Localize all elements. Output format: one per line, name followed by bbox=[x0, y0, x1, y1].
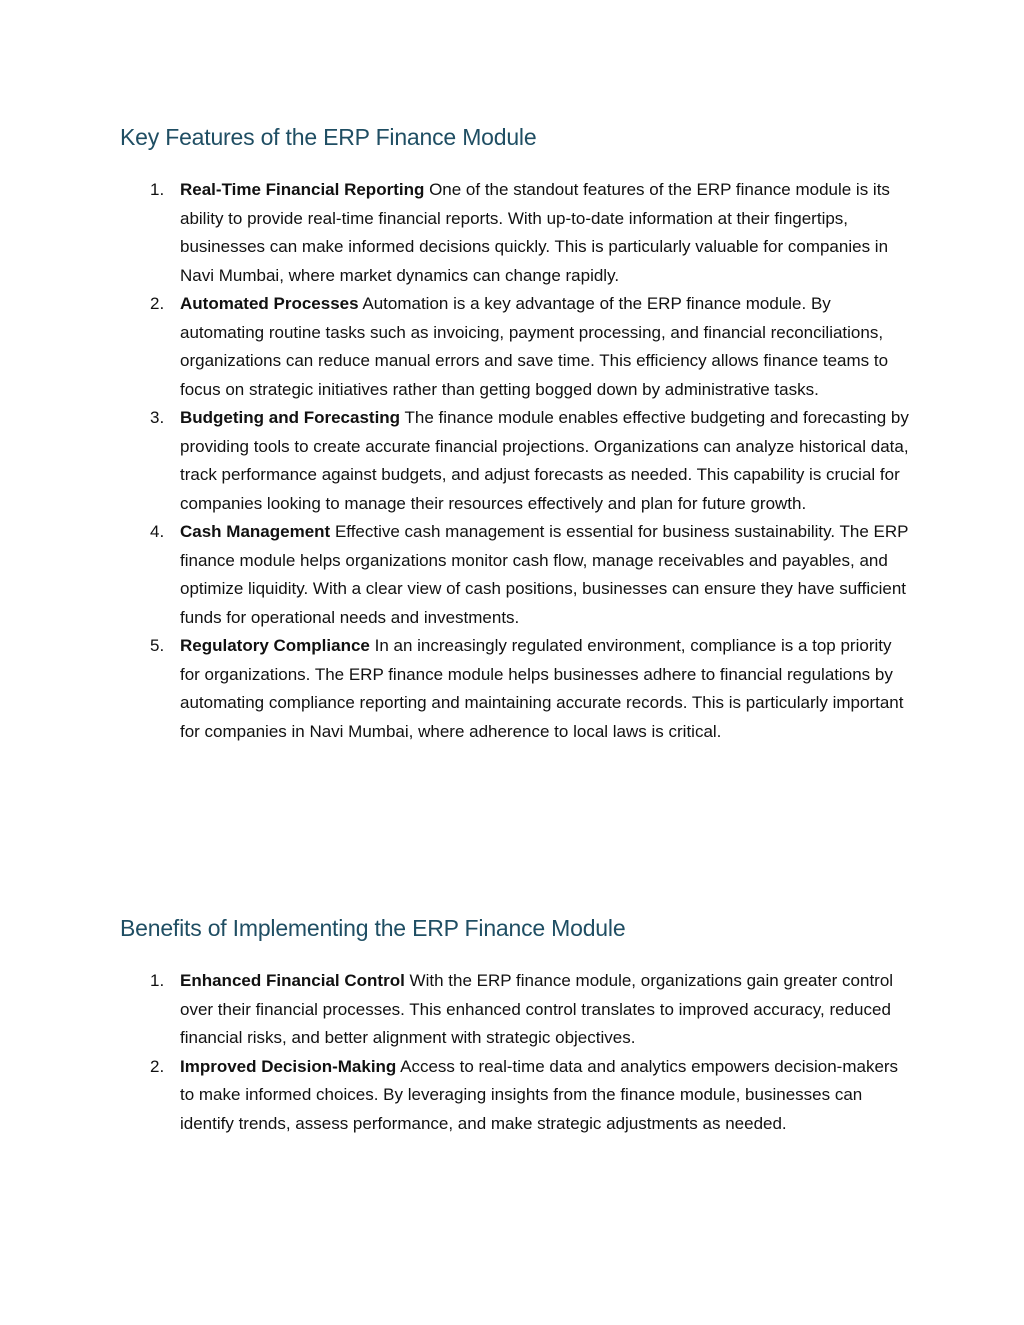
item-text: With the ERP finance module, organizations gain greater control over their financial processes. This enhanced control translates to improved accuracy, reduced financial risks, and better alignment with strategic objectives. bbox=[180, 971, 894, 1047]
section-heading: Benefits of Implementing the ERP Finance Module bbox=[120, 915, 626, 941]
benefits-list bbox=[120, 967, 910, 1138]
item-text: Effective cash management is essential for business sustainability. The ERP finance module helps organizations monitor cash flow, manage receivables and payables, and optimize liquidity. With a clear view of cash positions, businesses can ensure they have sufficient funds for operational needs and investments. bbox=[180, 522, 909, 627]
list-item bbox=[120, 176, 910, 290]
list-number: 4. bbox=[150, 522, 165, 541]
benefits-section bbox=[120, 911, 910, 1138]
item-term: Improved Decision-Making bbox=[180, 1056, 397, 1076]
item-text: In an increasingly regulated environment, compliance is a top priority for organizations. The ERP finance module helps businesses adhere to financial regulations by automating compliance reporting and maintaining accurate records. This is particularly important for companies in Navi Mumbai, where adherence to local laws is critical. bbox=[180, 636, 904, 741]
list-item bbox=[120, 967, 910, 1053]
list-number: 1. bbox=[150, 180, 165, 199]
item-text: The finance module enables effective budgeting and forecasting by providing tools to create accurate financial projections. Organizations can analyze historical data, track performance against budgets, and adjust forecasts as needed. This capability is crucial for companies looking to manage their resources effectively and plan for future growth. bbox=[180, 408, 909, 513]
features-list bbox=[120, 176, 910, 746]
list-number: 3. bbox=[150, 408, 165, 427]
item-text: Access to real-time data and analytics empowers decision-makers to make informed choices. By leveraging insights from the finance module, businesses can identify trends, assess performance, and make strategic adjustments as needed. bbox=[180, 1056, 899, 1133]
section-heading: Key Features of the ERP Finance Module bbox=[120, 124, 537, 150]
item-term: Automated Processes bbox=[180, 294, 359, 313]
list-item bbox=[120, 1053, 910, 1139]
item-term: Regulatory Compliance bbox=[180, 636, 370, 655]
item-term: Enhanced Financial Control bbox=[180, 971, 405, 990]
list-number: 2. bbox=[150, 294, 165, 313]
list-item bbox=[120, 290, 910, 404]
item-term: Real-Time Financial Reporting bbox=[180, 180, 425, 199]
list-number: 5. bbox=[150, 636, 165, 655]
list-item bbox=[120, 518, 910, 632]
item-text: Automation is a key advantage of the ERP finance module. By automating routine tasks such as invoicing, payment processing, and financial reconciliations, organizations can reduce manual errors and save time. This efficiency allows finance teams to focus on strategic initiatives rather than getting bogged down by administrative tasks. bbox=[180, 294, 889, 399]
list-number: 2. bbox=[150, 1056, 165, 1076]
list-item bbox=[120, 404, 910, 518]
list-number: 1. bbox=[150, 971, 165, 990]
item-term: Cash Management bbox=[180, 522, 331, 541]
item-term: Budgeting and Forecasting bbox=[180, 408, 401, 427]
list-item bbox=[120, 632, 910, 746]
item-text: One of the standout features of the ERP finance module is its ability to provide real-time financial reports. With up-to-date information at their fingertips, businesses can make informed decisions quickly. This is particularly valuable for companies in Navi Mumbai, where market dynamics can change rapidly. bbox=[180, 180, 890, 285]
key-features-section bbox=[120, 120, 910, 746]
